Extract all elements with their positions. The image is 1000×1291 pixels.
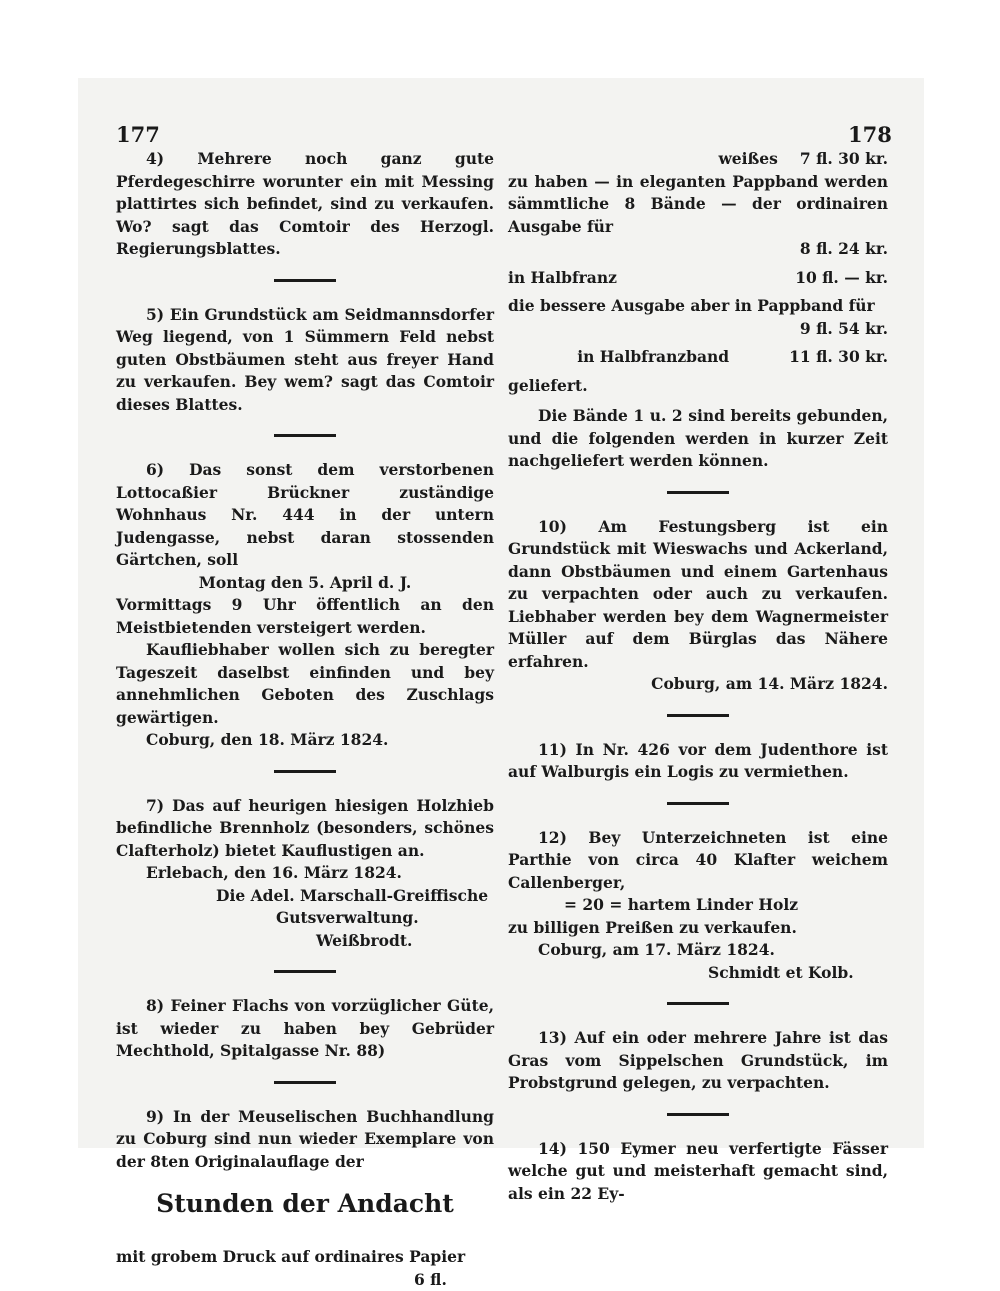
divider <box>667 1002 729 1005</box>
divider <box>667 802 729 805</box>
notice-7-place-date: Erlebach, den 16. März 1824. <box>116 862 494 885</box>
continuation-geliefert: geliefert. <box>508 375 888 398</box>
notice-9-price: 6 fl. <box>116 1269 494 1291</box>
notice-11: 11) In Nr. 426 vor dem Judenthore ist auf Walburgis ein Logis zu vermiethen. <box>508 739 888 784</box>
divider <box>274 1081 336 1084</box>
notice-5: 5) Ein Grundstück am Seidmannsdorfer Weg liegend, von 1 Sümmern Feld nebst guten Obstbäumen steht aus freyer Hand zu verkaufen. Bey wem? sagt das Comtoir dieses Blattes. <box>116 304 494 417</box>
notice-7: 7) Das auf heurigen hiesigen Holzhieb befindliche Brennholz (besonders, schönes Clafterholz) bietet Kauflustigen an. <box>116 795 494 863</box>
divider <box>274 770 336 773</box>
notice-7-signature-3: Weißbrodt. <box>116 930 494 953</box>
page-number-left: 177 <box>116 122 160 147</box>
notice-6-time: Vormittags 9 Uhr öffentlich an den Meistbietenden versteigert werden. <box>116 594 494 639</box>
page-number-right: 178 <box>848 122 892 147</box>
notice-12-place-date: Coburg, am 17. März 1824. <box>508 939 888 962</box>
price-line-halbfranz <box>508 267 888 290</box>
divider <box>667 1113 729 1116</box>
price-line-weisses <box>508 148 888 171</box>
price-label: in Halbfranz <box>508 267 617 290</box>
notice-12: 12) Bey Unterzeichneten ist eine Parthie von circa 40 Klafter weichem Callenberger, <box>508 827 888 895</box>
price-line-halbfranzband <box>508 346 888 369</box>
notice-4: 4) Mehrere noch ganz gute Pferdegeschirre worunter ein mit Messing plattirtes sich befindet, sind zu verkaufen. Wo? sagt das Comtoir des Herzogl. Regierungsblattes. <box>116 148 494 261</box>
price-value: 11 fl. 30 kr. <box>789 346 888 369</box>
notice-7-signature-2: Gutsverwaltung. <box>116 907 494 930</box>
price-value: 8 fl. 24 kr. <box>508 238 888 261</box>
notice-6: 6) Das sonst dem verstorbenen Lottocaßier Brückner zuständige Wohnhaus Nr. 444 in der untern Judengasse, nebst daran stossenden Gärtchen, soll <box>116 459 494 572</box>
price-value: 10 fl. — kr. <box>795 267 888 290</box>
continuation-text-1: zu haben — in eleganten Pappband werden sämmtliche 8 Bände — der ordinairen Ausgabe für <box>508 171 888 239</box>
divider <box>274 279 336 282</box>
notice-10-place-date: Coburg, am 14. März 1824. <box>508 673 888 696</box>
continuation-text-2: die bessere Ausgabe aber in Pappband für <box>508 295 888 318</box>
divider <box>667 714 729 717</box>
notice-6-place-date: Coburg, den 18. März 1824. <box>116 729 494 752</box>
right-column <box>508 148 888 1205</box>
divider <box>667 491 729 494</box>
divider <box>274 434 336 437</box>
continuation-text-3: Die Bände 1 u. 2 sind bereits gebunden, und die folgenden werden in kurzer Zeit nachgeliefert werden können. <box>508 405 888 473</box>
notice-12-line-2: = 20 = hartem Linder Holz <box>508 894 888 917</box>
notice-9-headline: Stunden der Andacht <box>116 1187 494 1221</box>
notice-12-line-3: zu billigen Preißen zu verkaufen. <box>508 917 888 940</box>
notice-13: 13) Auf ein oder mehrere Jahre ist das Gras vom Sippelschen Grundstück, im Probstgrund gelegen, zu verpachten. <box>508 1027 888 1095</box>
price-label: in Halbfranzband <box>577 346 729 369</box>
divider <box>274 970 336 973</box>
left-column <box>116 148 494 1291</box>
price-value: 7 fl. 30 kr. <box>800 148 888 171</box>
notice-6-buyers: Kaufliebhaber wollen sich zu beregter Tageszeit daselbst einfinden und bey annehmlichen Geboten des Zuschlags gewärtigen. <box>116 639 494 729</box>
notice-8: 8) Feiner Flachs von vorzüglicher Güte, ist wieder zu haben bey Gebrüder Mechthold, Spitalgasse Nr. 88) <box>116 995 494 1063</box>
notice-12-signature: Schmidt et Kolb. <box>508 962 888 985</box>
notice-14: 14) 150 Eymer neu verfertigte Fässer welche gut und meisterhaft gemacht sind, als ein 22 Ey- <box>508 1138 888 1206</box>
notice-7-signature-1: Die Adel. Marschall-Greiffische <box>116 885 494 908</box>
notice-9-text: mit grobem Druck auf ordinaires Papier <box>116 1246 494 1269</box>
notice-10: 10) Am Festungsberg ist ein Grundstück mit Wieswachs und Ackerland, dann Obstbäumen und einem Gartenhaus zu verpachten oder auch zu verkaufen. Liebhaber werden bey dem Wagnermeister Müller auf dem Bürglas das Nähere erfahren. <box>508 516 888 674</box>
notice-9: 9) In der Meuselischen Buchhandlung zu Coburg sind nun wieder Exemplare von der 8ten Originalauflage der <box>116 1106 494 1174</box>
price-label: weißes <box>718 148 777 171</box>
price-value: 9 fl. 54 kr. <box>508 318 888 341</box>
notice-6-date-line: Montag den 5. April d. J. <box>116 572 494 595</box>
